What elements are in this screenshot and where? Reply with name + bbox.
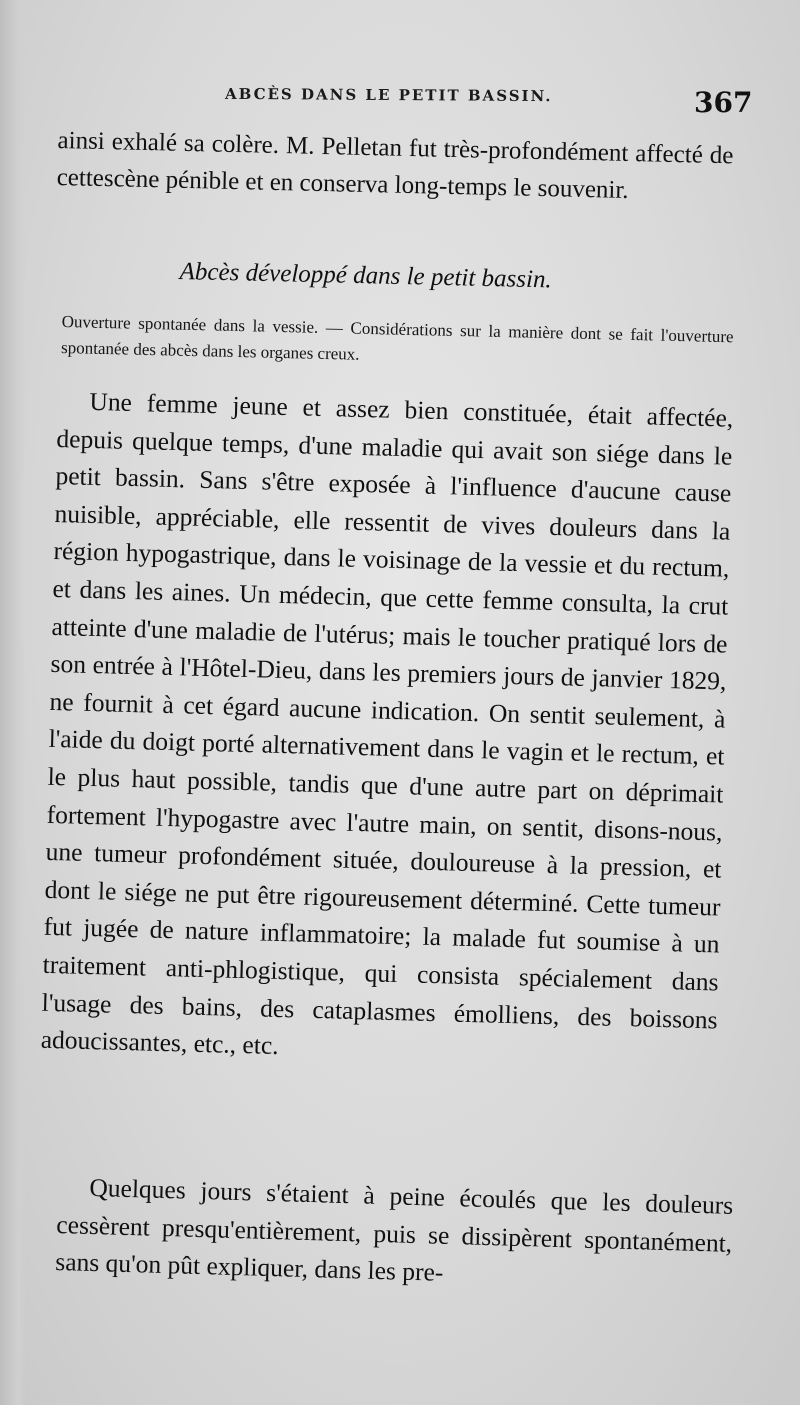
continuation-paragraph: ainsi exhalé sa colère. M. Pelletan fut très-profondément affecté de cettescène pénible et en conserva long-temps le souvenir. <box>56 126 734 204</box>
section-title: Abcès développé dans le petit bassin. <box>179 258 553 294</box>
section-summary: Ouverture spontanée dans la vessie. — Considérations sur la manière dont se fait l'ouverture spontanée des abcès dans les organes creux. <box>60 311 734 364</box>
running-head: ABCÈS DANS LE PETIT BASSIN. <box>224 84 553 106</box>
page-gutter-shadow <box>0 0 26 1405</box>
paragraph: Une femme jeune et assez bien constituée, était affectée, depuis quelque temps, d'une maladie qui avait son siége dans le petit bassin. Sans s'être exposée à l'influence d'aucune cause nuisible, appréciable, elle ressentit de vives douleurs dans la région hypogastrique, dans le voisinage de la vessie et du rectum, et dans les aines. Un médecin, que cette femme consulta, la crut atteinte d'une maladie de l'utérus; mais le toucher pratiqué lors de son entrée à l'Hôtel-Dieu, dans les premiers jours de janvier 1829, ne fournit à cet égard aucune indication. On sentit seulement, à l'aide du doigt porté alternativement dans le vagin et le rectum, et le plus haut possible, tandis que d'une autre part on déprimait fortement l'hypogastre avec l'autre main, on sentit, disons-nous, une tumeur profondément située, douloureuse à la pression, et dont le siége ne put être rigoureusement déterminé. Cette tumeur fut jugée de nature inflammatoire; la malade fut soumise à un traitement anti-phlogistique, qui consista spécialement dans l'usage des bains, des cataplasmes émolliens, des boissons adoucissantes, etc., etc. <box>40 386 734 1061</box>
page-number: 367 <box>694 86 753 119</box>
paragraph: Quelques jours s'étaient à peine écoulés que les douleurs cessèrent presqu'entièrement, puis se dissipèrent spontanément, sans qu'on pût expliquer, dans les pre- <box>54 1172 734 1287</box>
